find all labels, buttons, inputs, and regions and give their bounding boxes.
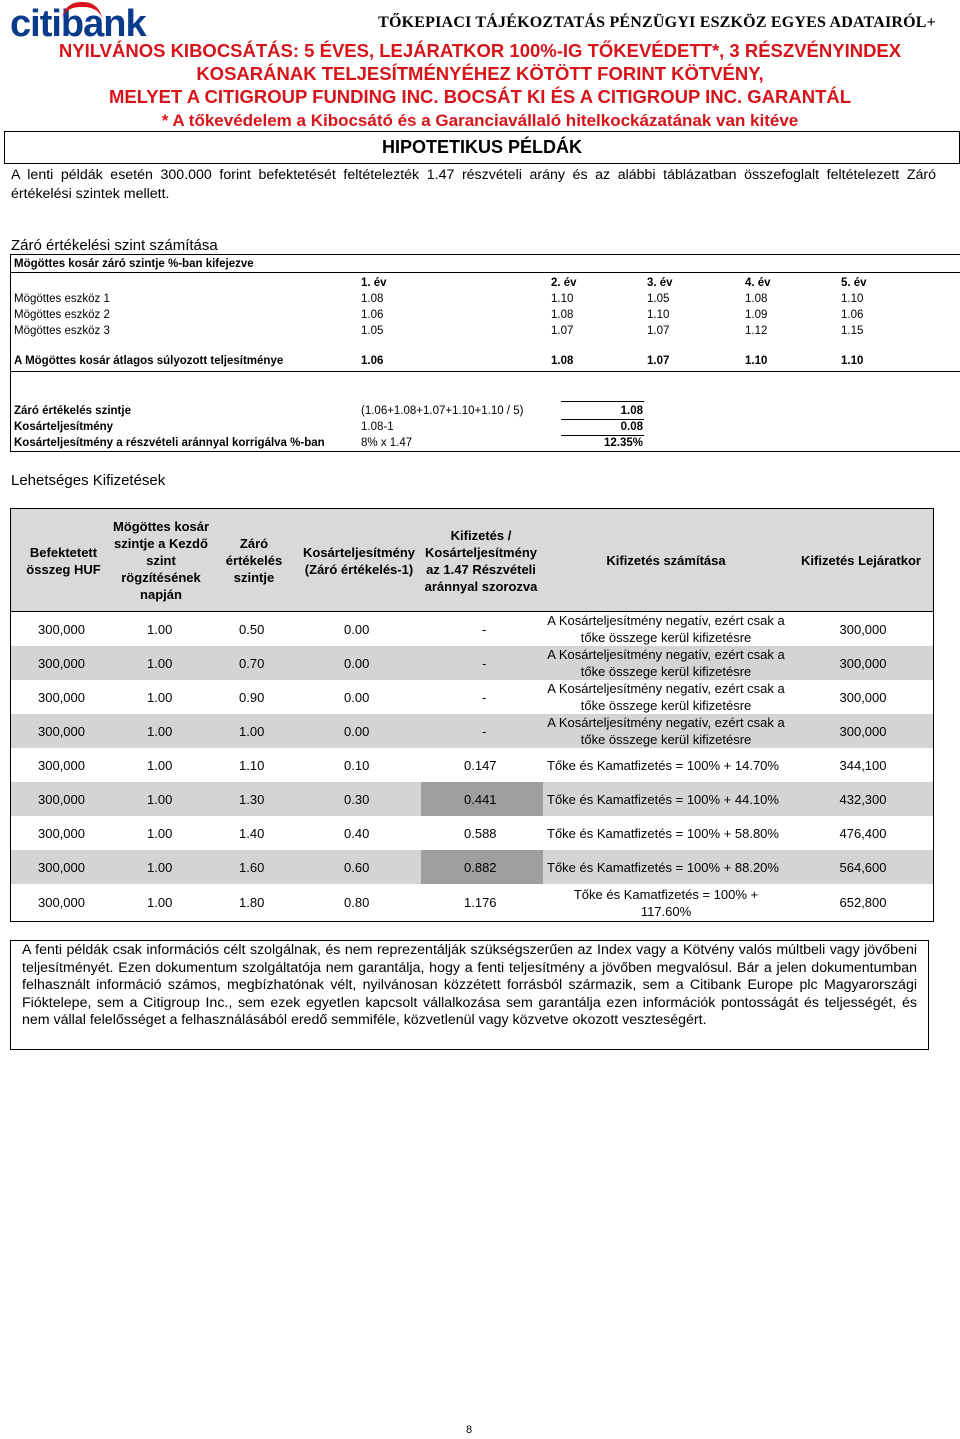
calc-result: 0.08 [620,421,643,433]
cell-invest: 300,000 [38,859,85,875]
cell-payout: 1.176 [464,895,497,910]
section1-title: Záró értékelési szint számítása [11,237,218,254]
cell-basket-perf: 0.80 [344,895,370,910]
cell-payout: 0.147 [464,757,497,773]
cell-calc: Tőke és Kamatfizetés = 100% + 14.70% [547,757,779,773]
cell-invest: 300,000 [38,723,85,739]
basket-average-label: A Mögöttes kosár átlagos súlyozott teljesítménye [14,355,284,367]
asset-value: 1.15 [841,325,864,337]
cell-maturity: 300,000 [839,689,887,705]
cell-start-level: 1.00 [147,655,173,671]
year-header: 1. év [361,277,387,289]
year-header: 4. év [745,277,771,289]
payout-table-header [11,509,933,612]
cell-basket-perf: 0.30 [344,791,370,807]
asset-value: 1.12 [745,325,768,337]
cell-payout: 0.588 [464,825,497,841]
table-row [11,646,933,680]
cell-invest: 300,000 [38,689,85,705]
cell-start-level: 1.00 [147,859,173,875]
cell-calc: Tőke és Kamatfizetés = 100% + 117.60% [573,886,759,919]
calc-formula: 8% x 1.47 [361,437,413,449]
col-header-calc: Kifizetés számítása [606,553,726,568]
cell-calc: A Kosárteljesítmény negatív, ezért csak a tőke összege kerül kifizetésre [547,681,785,713]
result-underline [561,435,644,436]
payout-table [10,508,934,922]
cell-invest: 300,000 [38,895,85,910]
asset-row-label: Mögöttes eszköz 3 [14,325,110,337]
year-header: 2. év [551,277,577,289]
cell-maturity: 344,100 [839,757,887,773]
cell-calc: Tőke és Kamatfizetés = 100% + 44.10% [547,791,779,807]
cell-final-level: 0.90 [239,689,265,705]
table-row [11,850,933,884]
intro-paragraph: A lenti példák esetén 300.000 forint befektetését feltételezték 1.47 részvételi arány és az alábbi táblázatban összefoglalt feltételezett Záró értékelési szintek mellett. [11,167,936,202]
basket-average-value: 1.07 [647,355,670,367]
section-band [4,131,960,164]
table-row [11,714,933,748]
cell-calc: Tőke és Kamatfizetés = 100% + 58.80% [547,825,779,841]
result-underline [561,419,644,420]
cell-final-level: 0.70 [239,655,265,671]
cell-payout: - [482,723,487,739]
cell-maturity: 300,000 [839,621,887,637]
cell-basket-perf: 0.60 [344,859,370,875]
cell-maturity: 564,600 [839,859,887,875]
asset-value: 1.06 [841,309,864,321]
cell-calc: Tőke és Kamatfizetés = 100% + 88.20% [547,859,779,875]
col-header-final-level: Záró értékelés szintje [225,536,283,585]
header-line-3: MELYET A CITIGROUP FUNDING INC. BOCSÁT KI ÉS A CITIGROUP INC. GARANTÁL [108,86,852,107]
cell-invest: 300,000 [38,621,85,637]
calc-formula: (1.06+1.08+1.07+1.10+1.10 / 5) [361,405,524,417]
table-row [11,884,933,921]
asset-value: 1.06 [361,309,384,321]
cell-basket-perf: 0.10 [344,757,370,773]
asset-value: 1.08 [361,293,384,305]
cell-start-level: 1.00 [147,723,173,739]
cell-maturity: 432,300 [839,791,887,807]
cell-final-level: 1.00 [239,723,265,739]
year-header: 5. év [841,277,867,289]
cell-start-level: 1.00 [147,757,173,773]
table-row [11,612,933,646]
year-header: 3. év [647,277,673,289]
calc-label: Kosárteljesítmény a részvételi aránnyal korrigálva %-ban [14,437,325,449]
cell-basket-perf: 0.40 [344,825,370,841]
cell-start-level: 1.00 [147,825,173,841]
basket-average-value: 1.10 [841,355,864,367]
calc-label: Kosárteljesítmény [14,421,114,433]
cell-final-level: 1.30 [239,791,265,807]
calc-formula: 1.08-1 [361,421,394,433]
cell-start-level: 1.00 [147,621,173,637]
calc-label: Záró értékelés szintje [14,405,131,417]
capital-protection-footnote: * A tőkevédelem a Kibocsátó és a Garanciavállaló hitelkockázatának van kitéve [161,111,799,130]
cell-payout: - [482,655,487,671]
cell-invest: 300,000 [38,825,85,841]
cell-invest: 300,000 [38,757,85,773]
basket-average-value: 1.10 [745,355,768,367]
logo-wordmark: citibank [10,3,146,45]
cell-maturity: 652,800 [839,895,887,910]
cell-payout: 0.882 [421,850,543,884]
cell-invest: 300,000 [38,791,85,807]
disclaimer-box: A fenti példák csak információs célt szolgálnak, és nem reprezentálják szükségszerűen az Index vagy a Kötvény valós múltbeli vagy jövőbeni teljesítményét. Ezen dokumentum szolgáltatója nem garantálja, hogy a fenti teljesítmény a jövőben megvalósul. Bár a jelen dokumentumban felhasznált információ számos, megbízhatónak vélt, nyilvánosan közzétett forrásból származik, sem a Citibank Europe plc Magyarországi Fióktelepe, sem a Citigroup Inc., sem ezek egyetlen kapcsolt vállalkozása sem garantálja ezen információk pontosságát és teljességét, és nem vállal felelősséget a felhasználásából eredő semmiféle, közvetlenül vagy közvetve okozott veszteségért. [10,940,929,1050]
cell-payout: 0.441 [421,782,543,816]
calc-result: 12.35% [603,437,643,449]
col-header-payout: Kifizetés / Kosárteljesítmény az 1.47 Részvételi aránnyal szorozva [424,527,538,594]
header-line-2: KOSARÁNAK TELJESÍTMÉNYÉHEZ KÖTÖTT FORINT KÖTVÉNY, [196,63,764,84]
table-row [11,816,933,850]
header-line-1: NYILVÁNOS KIBOCSÁTÁS: 5 ÉVES, LEJÁRATKOR 100%-IG TŐKEVÉDETT*, 3 RÉSZVÉNYINDEX [58,40,902,61]
cell-final-level: 1.10 [239,757,265,773]
asset-value: 1.08 [551,309,574,321]
cell-payout: - [482,621,487,637]
asset-value: 1.07 [551,325,574,337]
box-divider [11,371,960,372]
cell-calc: A Kosárteljesítmény negatív, ezért csak a tőke összege kerül kifizetésre [547,613,785,645]
basket-average-value: 1.08 [551,355,574,367]
cell-final-level: 1.40 [239,825,265,841]
section2-title: Lehetséges Kifizetések [11,472,166,489]
box-divider [11,272,960,273]
cell-invest: 300,000 [38,655,85,671]
col-header-invest: Befektetett összeg HUF [26,544,101,577]
table-row [11,748,933,782]
band-title: HIPOTETIKUS PÉLDÁK [381,137,582,157]
calc-result: 1.08 [620,405,643,417]
asset-value: 1.07 [647,325,670,337]
asset-value: 1.09 [745,309,768,321]
asset-value: 1.10 [647,309,670,321]
asset-value: 1.10 [841,293,864,305]
cell-basket-perf: 0.00 [344,655,370,671]
cell-basket-perf: 0.00 [344,723,370,739]
asset-row-label: Mögöttes eszköz 2 [14,309,110,321]
cell-start-level: 1.00 [147,791,173,807]
cell-maturity: 300,000 [839,723,887,739]
cell-final-level: 0.50 [239,621,265,637]
cell-calc: A Kosárteljesítmény negatív, ezért csak a tőke összege kerül kifizetésre [547,715,785,747]
cell-maturity: 476,400 [839,825,887,841]
closing-level-box [10,254,960,452]
col-header-maturity: Kifizetés Lejáratkor [801,553,921,568]
cell-basket-perf: 0.00 [344,689,370,705]
cell-maturity: 300,000 [839,655,887,671]
asset-value: 1.05 [647,293,670,305]
table-row [11,782,933,816]
basket-average-value: 1.06 [361,355,384,367]
cell-start-level: 1.00 [147,895,173,910]
cell-calc: A Kosárteljesítmény negatív, ezért csak a tőke összege kerül kifizetésre [547,647,785,679]
asset-value: 1.08 [745,293,768,305]
cell-final-level: 1.80 [239,895,265,910]
cell-start-level: 1.00 [147,689,173,705]
page-number: 8 [466,1424,473,1436]
asset-row-label: Mögöttes eszköz 1 [14,293,110,305]
asset-value: 1.10 [551,293,574,305]
cell-payout: - [482,689,487,705]
result-underline [561,401,644,402]
cell-basket-perf: 0.00 [344,621,370,637]
asset-value: 1.05 [361,325,384,337]
table-row [11,680,933,714]
cell-final-level: 1.60 [239,859,265,875]
document-title: TŐKEPIACI TÁJÉKOZTATÁS PÉNZÜGYI ESZKÖZ EGYES ADATAIRÓL+ [378,14,936,31]
box-title: Mögöttes kosár záró szintje %-ban kifejezve [14,258,254,270]
col-header-start-level: Mögöttes kosár szintje a Kezdő szint rögzítésének napján [112,519,210,602]
col-header-basket-perf: Kosárteljesítmény (Záró értékelés-1) [303,544,415,577]
